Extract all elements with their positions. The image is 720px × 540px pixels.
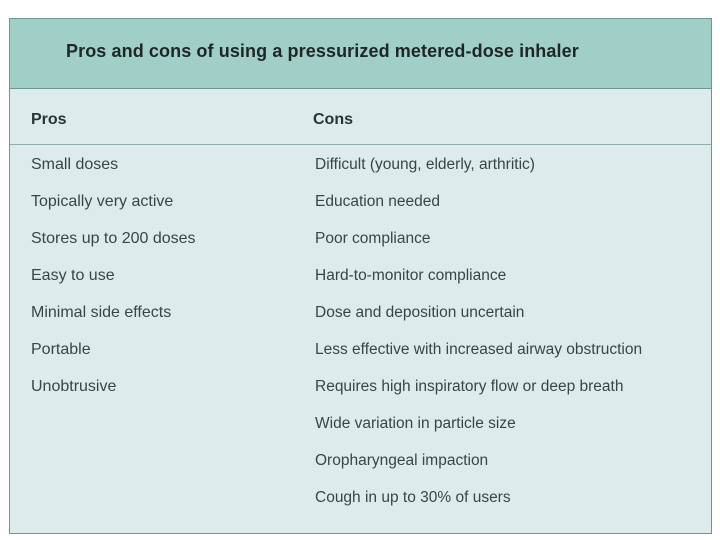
pros-column-header: Pros	[31, 111, 67, 128]
column-header-row	[10, 99, 711, 145]
pros-item: Topically very active	[31, 193, 174, 210]
pros-item: Small doses	[31, 156, 119, 173]
cons-item: Poor compliance	[315, 230, 431, 247]
cons-item: Difficult (young, elderly, arthritic)	[315, 156, 535, 173]
cons-item: Oropharyngeal impaction	[315, 452, 489, 469]
pros-item: Easy to use	[31, 267, 115, 284]
cons-item: Education needed	[315, 193, 440, 210]
cons-item: Hard-to-monitor compliance	[315, 267, 507, 284]
cons-column-header: Cons	[313, 111, 353, 128]
cons-item: Dose and deposition uncertain	[315, 304, 525, 321]
table-title-band	[10, 19, 711, 89]
pros-item: Stores up to 200 doses	[31, 230, 196, 247]
pros-item: Minimal side effects	[31, 304, 172, 321]
cons-item: Requires high inspiratory flow or deep breath	[315, 378, 624, 395]
pros-cons-table	[9, 18, 712, 534]
pros-item: Unobtrusive	[31, 378, 117, 395]
cons-item: Cough in up to 30% of users	[315, 489, 511, 506]
cons-item: Wide variation in particle size	[315, 415, 516, 432]
pros-list	[31, 153, 196, 412]
table-title: Pros and cons of using a pressurized metered-dose inhaler	[66, 41, 579, 61]
pros-item: Portable	[31, 341, 91, 358]
cons-item: Less effective with increased airway obstruction	[315, 341, 643, 358]
cons-list	[315, 153, 642, 523]
